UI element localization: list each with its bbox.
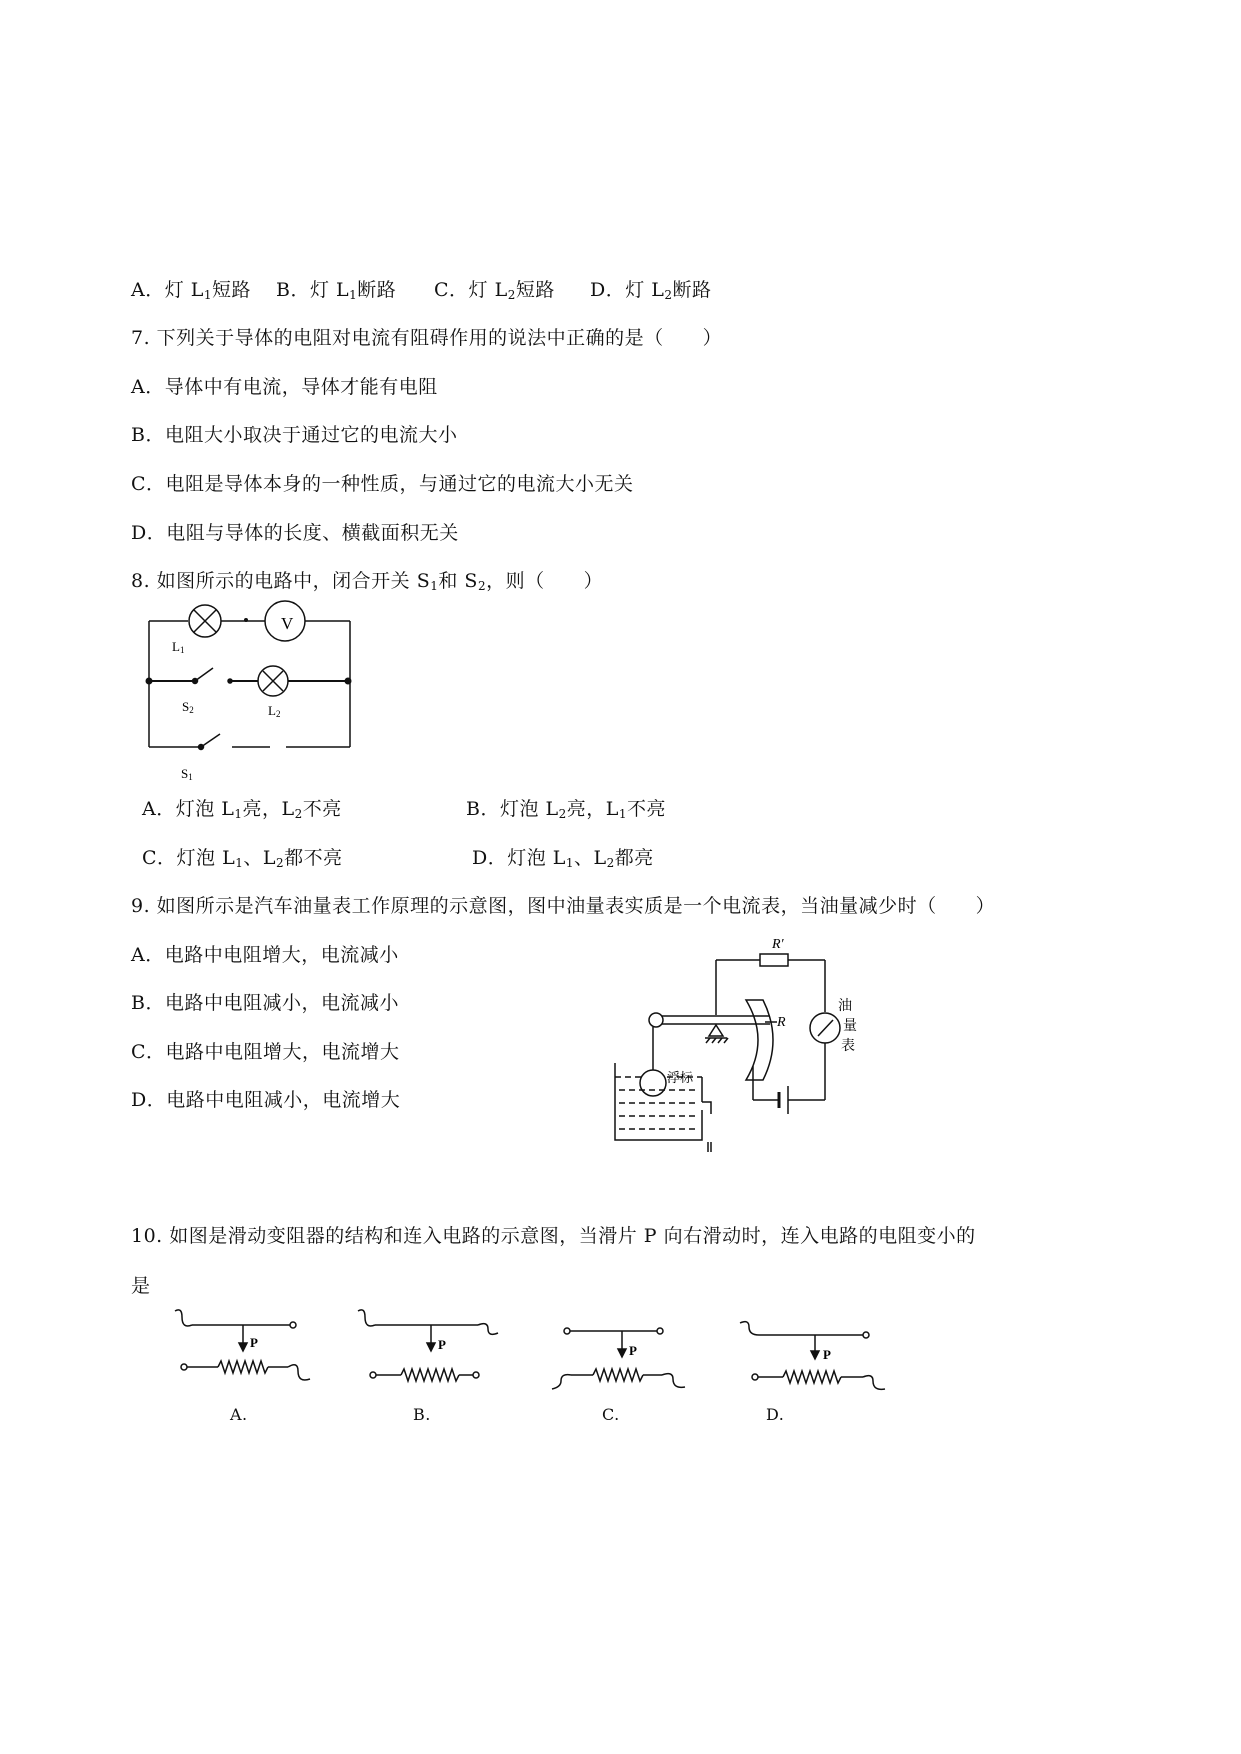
rheostat-option-b[interactable] <box>353 1303 503 1397</box>
rheostat-a-svg <box>170 1303 320 1393</box>
rheostat-option-c[interactable] <box>547 1303 697 1397</box>
rheostat-c-label: C. <box>602 1405 620 1424</box>
q7-option-b[interactable]: B．电阻大小取决于通过它的电流大小 <box>131 424 458 446</box>
float-label: 浮标 <box>667 1070 694 1085</box>
r-variable-resistor-icon <box>746 1000 773 1080</box>
rheostat-option-d[interactable] <box>735 1303 890 1397</box>
q7-option-d[interactable]: D．电阻与导体的长度、横截面积无关 <box>131 522 459 544</box>
q9-option-d[interactable]: D．电路中电阻减小，电流增大 <box>131 1089 401 1111</box>
rheostat-c-svg <box>547 1303 697 1393</box>
meter-label-2: 量 <box>843 1019 857 1034</box>
r-prime-label: R′ <box>772 937 784 952</box>
r-label: R <box>777 1015 786 1030</box>
s2-switch-icon <box>195 668 213 681</box>
q6-option-b[interactable]: B．灯 $L_1$断路 <box>276 279 397 302</box>
slider-p-label: P <box>438 1337 446 1352</box>
slider-p-label: P <box>823 1347 831 1362</box>
q8-circuit-diagram <box>140 598 370 792</box>
slider-p-label: P <box>250 1335 258 1350</box>
q7-option-a[interactable]: A．导体中有电流，导体才能有电阻 <box>131 376 438 398</box>
q8-option-b[interactable]: B．灯泡 $L_2$亮，$L_1$不亮 <box>466 798 667 821</box>
q10-stem-continued: 是 <box>131 1275 151 1297</box>
rheostat-option-a[interactable] <box>170 1303 320 1397</box>
q9-option-a[interactable]: A．电路中电阻增大，电流减小 <box>131 944 399 966</box>
q9-option-c[interactable]: C．电路中电阻增大，电流增大 <box>131 1041 400 1063</box>
q7-option-c[interactable]: C．电阻是导体本身的一种性质，与通过它的电流大小无关 <box>131 473 634 495</box>
q8-option-a[interactable]: A．灯泡 $L_1$亮，$L_2$不亮 <box>142 798 342 821</box>
l2-label: L2 <box>268 703 281 719</box>
q7-stem: 7. 下列关于导体的电阻对电流有阻碍作用的说法中正确的是（ ） <box>131 327 723 349</box>
q9-option-b[interactable]: B．电路中电阻减小，电流减小 <box>131 992 399 1014</box>
slider-p-label: P <box>629 1343 637 1358</box>
s1-label: S1 <box>181 766 193 782</box>
s1-switch-icon <box>201 734 220 747</box>
meter-label-1: 油 <box>838 999 852 1014</box>
q8-option-c[interactable]: C．灯泡 $L_1$、$L_2$都不亮 <box>142 847 343 870</box>
q8-stem: 8. 如图所示的电路中，闭合开关 $S_1$和 $S_2$，则（ ） <box>131 570 604 593</box>
q8-option-d[interactable]: D．灯泡 $L_1$、$L_2$都亮 <box>472 847 654 870</box>
q9-fuel-gauge-diagram <box>605 930 875 1174</box>
rheostat-d-label: D. <box>766 1405 785 1424</box>
q6-option-a[interactable]: A．灯 $L_1$短路 <box>131 279 252 302</box>
l1-label: L1 <box>172 639 185 655</box>
q10-stem: 10. 如图是滑动变阻器的结构和连入电路的示意图，当滑片 P 向右滑动时，连入电路的电阻变小的 <box>131 1225 976 1247</box>
q6-option-c[interactable]: C．灯 $L_2$短路 <box>434 279 555 302</box>
voltmeter-label: V <box>281 614 294 633</box>
q8-circuit-svg <box>140 598 370 788</box>
q6-option-d[interactable]: D．灯 $L_2$断路 <box>590 279 712 302</box>
meter-label-3: 表 <box>841 1039 855 1054</box>
rheostat-a-label: A. <box>230 1405 248 1424</box>
r-prime-resistor-icon <box>760 954 788 966</box>
s2-label: S2 <box>182 699 194 715</box>
rheostat-b-svg <box>353 1303 503 1393</box>
rheostat-d-svg <box>735 1303 890 1393</box>
q9-fuel-gauge-svg <box>605 930 875 1170</box>
float-icon <box>640 1070 666 1096</box>
q9-stem: 9. 如图所示是汽车油量表工作原理的示意图，图中油量表实质是一个电流表，当油量减少时（ ） <box>131 895 996 917</box>
rheostat-b-label: B. <box>413 1405 431 1424</box>
